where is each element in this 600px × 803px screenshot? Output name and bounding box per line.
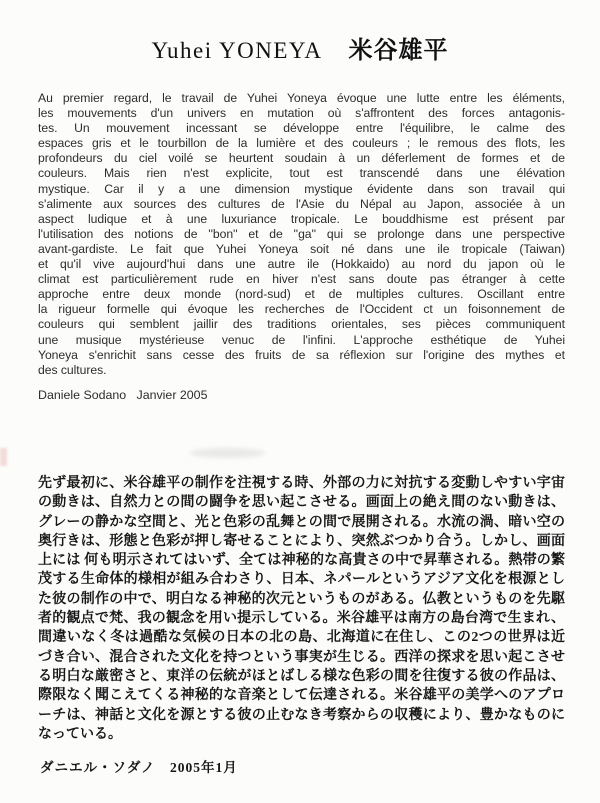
title-latin: Yuhei YONEYA [151, 38, 323, 63]
text-line: des cultures. [38, 362, 107, 377]
text-line: espaces gris et le tourbillon de la lumière et des couleurs ; le remous des flots, les [38, 136, 565, 151]
text-line: グレーの静かな空間と、光と色彩の乱舞との間で展開される。水流の渦、暗い空の [38, 514, 565, 530]
text-line: couleurs. Mais rien n'est explicite, tout est transcendé dans une élévation [38, 166, 565, 181]
text-line: 間違いなく冬は過酷な気候の日本の北の島、北海道に在住し、この2つの世界は近 [38, 630, 565, 646]
text-line: づき合い、混合された文化を持つという事実が生じる。西洋の探求を思い起こさせ [38, 649, 565, 665]
text-line: tes. Un mouvement incessant se développe entre l'équilibre, le calme des [38, 121, 565, 136]
text-line: なっている。 [38, 726, 122, 742]
text-line: les mouvements d'un univers en mutation où s'affrontent des forces antagonis- [38, 106, 565, 121]
title-kanji: 米谷雄平 [348, 38, 449, 64]
text-line: profondeurs du ciel voilé se heurtent soudain à un déferlement de formes et de [38, 151, 565, 166]
text-line: avant-gardiste. Le fait que Yuhei Yoneya soit né dans une ile tropicale (Taiwan) [38, 241, 565, 256]
text-line: 奥行きは、形態と色彩が押し寄せることにより、突然ぶつかり合う。しかし、画面 [38, 533, 565, 549]
french-signature: Daniele Sodano Janvier 2005 [38, 388, 208, 402]
text-line: 先ず最初に、米谷雄平の制作を注視する時、外部の力に対抗する変動しやすい宇宙 [38, 476, 565, 491]
page-title [0, 30, 600, 65]
text-line: Yoneya s'enrichit sans cesse des fruits de sa réflexion sur l'origine des mythes et [38, 347, 565, 362]
text-line: une musique mystérieuse venuc de l'infini. L'approche esthétique de Yuhei [38, 332, 565, 347]
japanese-paragraph [38, 474, 565, 744]
japanese-signature: ダニエル・ソダノ 2005年1月 [40, 760, 238, 775]
text-line: の動きは、自然力との間の闘争を思い起こさせる。画面上の絶え間のない動きは、 [38, 495, 565, 511]
text-line: 者的観点で梵、我の観念を用い提示している。米谷雄平は南方の島台湾で生まれ、 [38, 611, 565, 627]
text-line: s'alimente aux sources des cultures de l'Asie du Népal au Japon, associée à un [38, 196, 565, 211]
text-line: ーチは、神話と文化を源とする彼の止むなき考察からの収穫により、豊かなものに [38, 707, 565, 723]
text-line: l'utilisation des notions de ''bon'' et de ''ga'' qui se prolonge dans une perspective [38, 226, 565, 241]
text-line: la rigueur formelle qui évoque les recherches de l'Occident ct un foisonnement de [38, 302, 565, 317]
text-line: couleurs qui semblent jaillir des traditions orientales, ses pièces communiquent [38, 317, 565, 332]
text-line: 茂する生命体的様相が組み合わさり、日本、ネパールというアジア文化を根源とし [38, 572, 565, 588]
text-line: et qu'il vive aujourd'hui dans une autre ile (Hokkaido) au nord du japon où le [38, 257, 565, 272]
text-line: た彼の制作の中で、明白なる神秘的次元というものがある。仏教というものを先駆 [38, 591, 565, 607]
text-line: approche entre deux monde (nord-sud) et de multiples cultures. Oscillant entre [38, 287, 565, 302]
scan-smudge-artifact [190, 448, 265, 458]
text-line: mystique. Car il y a une dimension mystique évidente dans son travail qui [38, 181, 565, 196]
text-line: climat est particulièrement rude en hiver n'est sans doute pas étranger à cette [38, 272, 565, 287]
text-line: Au premier regard, le travail de Yuhei Yoneya évoque une lutte entre les éléments, [38, 91, 565, 105]
text-line: aspect ludique et à une luxuriance tropicale. Le bouddhisme est présent par [38, 211, 565, 226]
text-line: る明白な厳密さと、東洋の伝統がほとばしる様な色彩の間を往復する彼の作品は、 [38, 668, 565, 684]
text-line: 上には 何も明示されてはいず、全ては神秘的な高貴さの中で昇華される。熱帯の繁 [38, 553, 565, 569]
text-line: 際限なく聞こえてくる神秘的な音楽として伝達される。米谷雄平の美学へのアプロ [38, 688, 565, 704]
scan-edge-artifact [0, 448, 7, 466]
french-paragraph [38, 91, 565, 378]
